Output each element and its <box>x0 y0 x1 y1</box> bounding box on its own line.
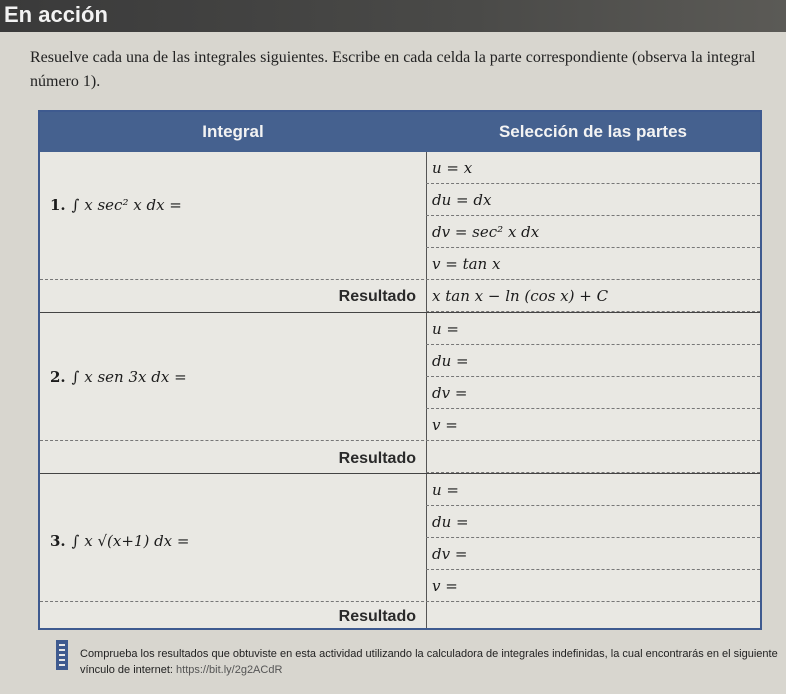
result-label-3: Resultado <box>338 608 416 625</box>
calculator-icon <box>56 640 68 670</box>
table-header <box>40 112 760 152</box>
footer-link[interactable]: https://bit.ly/2g2ACdR <box>176 664 283 676</box>
section-header-band <box>0 0 786 32</box>
part-u-3: u = <box>426 474 760 506</box>
integrals-table <box>38 110 762 630</box>
part-v-2: v = <box>426 409 760 441</box>
part-du-3: du = <box>426 506 760 538</box>
part-du-1: du = dx <box>426 184 760 216</box>
header-parts: Selección de las partes <box>498 122 688 141</box>
result-label-2: Resultado <box>338 450 416 467</box>
part-v-1: v = tan x <box>426 248 760 280</box>
footer-note <box>80 646 780 678</box>
integral-2: 2. ∫ x sen 3x dx = <box>50 368 187 386</box>
part-dv-2: dv = <box>426 377 760 409</box>
integral-3: 3. ∫ x √(x+1) dx = <box>50 532 190 550</box>
result-2 <box>426 441 760 473</box>
part-dv-1: dv = sec² x dx <box>426 216 760 248</box>
section-title: En acción <box>4 2 108 27</box>
part-v-3: v = <box>426 570 760 602</box>
footer-text: Comprueba los resultados que obtuviste en esta actividad utilizando la calculadora de integrales indefinidas, la cual encontrarás en el siguiente vínculo de internet: <box>80 648 778 676</box>
part-du-2: du = <box>426 345 760 377</box>
part-u-2: u = <box>426 313 760 345</box>
integral-1: 1. ∫ x sec² x dx = <box>50 196 182 214</box>
part-dv-3: dv = <box>426 538 760 570</box>
result-3 <box>426 602 760 628</box>
result-1: x tan x − ln (cos x) + C <box>426 280 760 312</box>
instructions-text: Resuelve cada una de las integrales siguientes. Escribe en cada celda la parte correspondiente (observa la integral número 1). <box>30 49 756 90</box>
header-integral: Integral <box>202 122 264 141</box>
result-label-1: Resultado <box>338 288 416 305</box>
part-u-1: u = x <box>426 152 760 184</box>
